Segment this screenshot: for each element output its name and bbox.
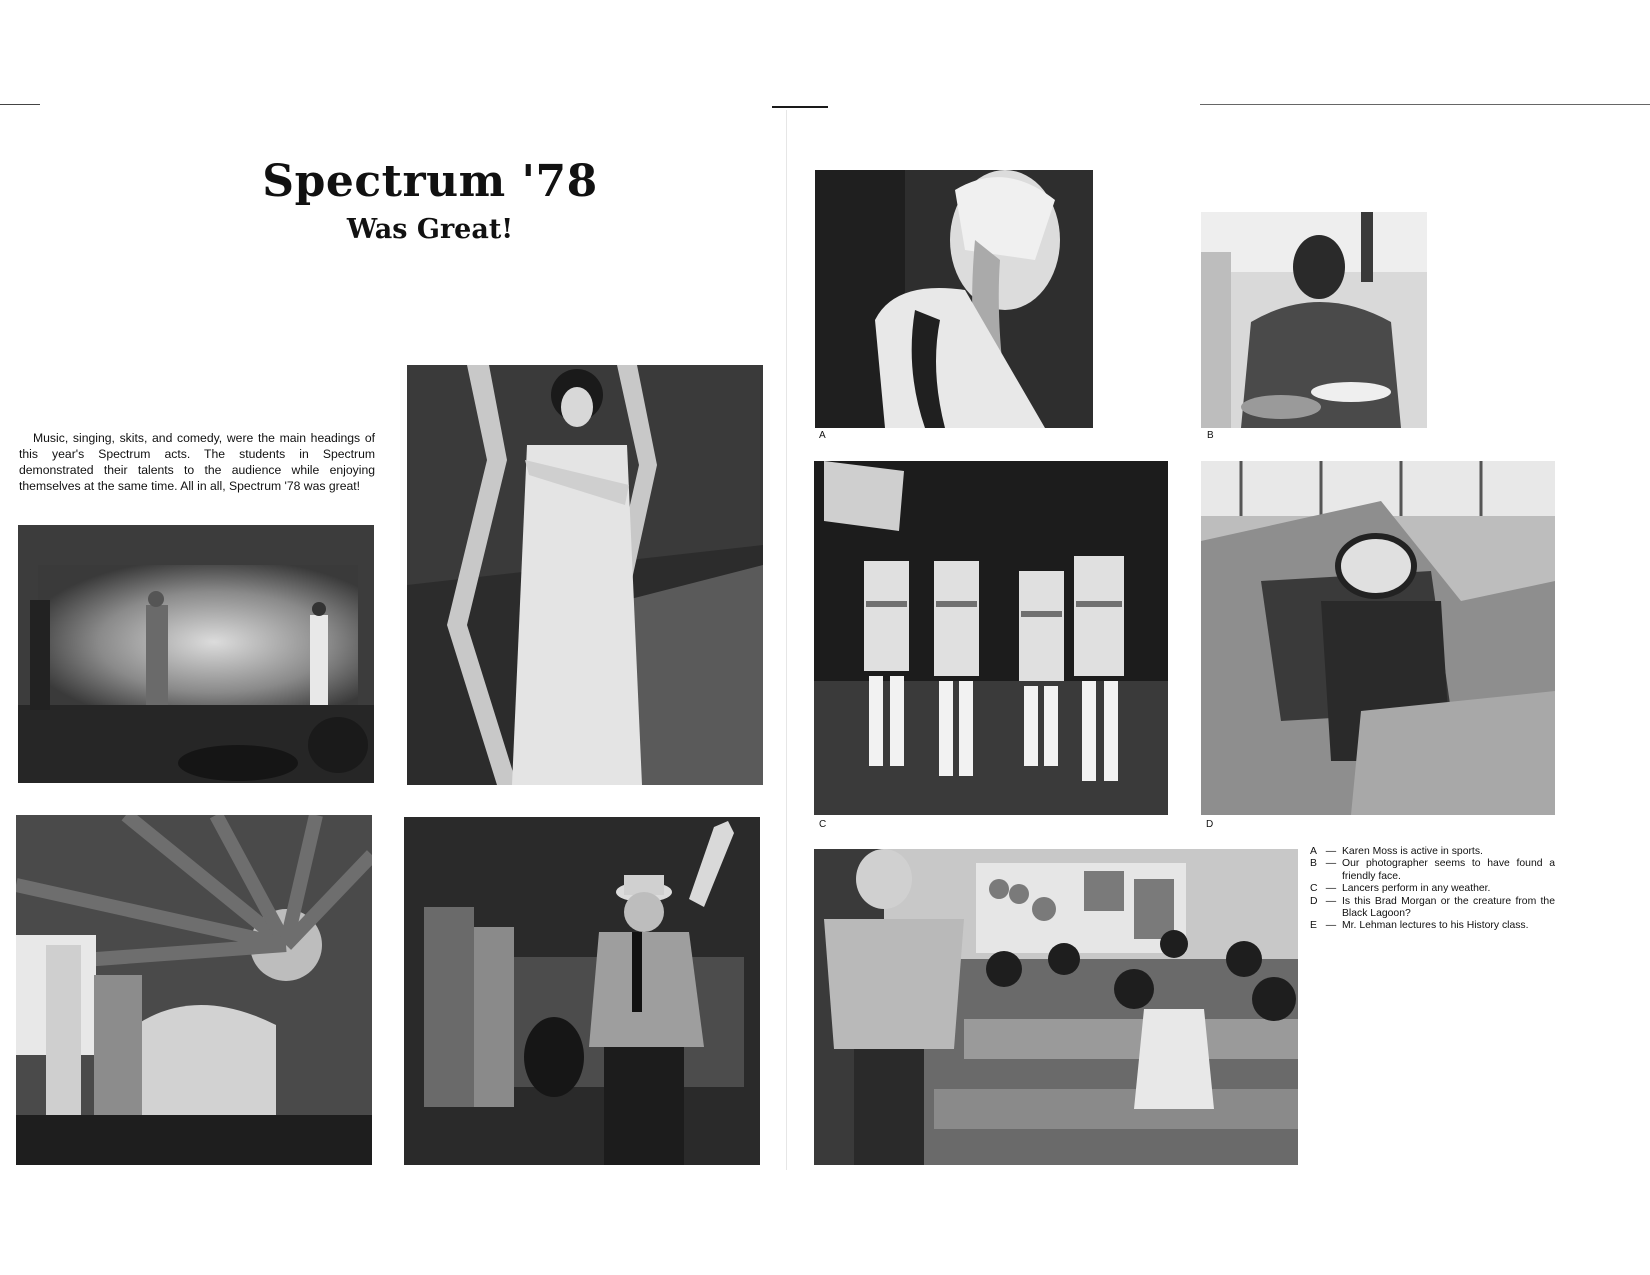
photo-girl-in-frame	[407, 365, 763, 785]
photo-singer-hat	[404, 817, 760, 1165]
caption-c: C — Lancers perform in any weather.	[1310, 883, 1491, 895]
photo-a-karen-moss	[815, 170, 1093, 428]
intro-paragraph: Music, singing, skits, and comedy, were the main headings of this year's Spectrum acts. The students in Spectrum demonstrated their talents to the audience while enjoying themselves at the same time. All in all, Spectrum '78 was great!	[19, 431, 375, 493]
photo-sunburst-stage	[16, 815, 372, 1165]
photo-label-b: B	[1207, 430, 1214, 441]
scan-edge-right	[1200, 104, 1650, 105]
scan-edge-left	[0, 104, 40, 105]
photo-captions	[1310, 846, 1555, 933]
caption-e: E — Mr. Lehman lectures to his History class.	[1310, 920, 1529, 932]
caption-a: A — Karen Moss is active in sports.	[1310, 846, 1483, 857]
photo-label-d: D	[1206, 819, 1214, 830]
caption-d: D — Is this Brad Morgan or the creature from the Black Lagoon?	[1310, 895, 1555, 920]
photo-e-history-class	[814, 849, 1298, 1165]
page-fold	[786, 110, 787, 1170]
scan-edge-center	[772, 106, 828, 108]
photo-label-a: A	[819, 430, 826, 441]
page-subtitle: Was Great!	[346, 214, 514, 245]
photo-label-c: C	[819, 819, 827, 830]
photo-stage-dancers	[18, 525, 374, 783]
photo-b-friendly-face	[1201, 212, 1427, 428]
page-title: Spectrum '78	[262, 156, 598, 207]
caption-b: B — Our photographer seems to have found a friendly face.	[1310, 858, 1555, 882]
photo-c-lancers	[814, 461, 1168, 815]
photo-d-creature-car	[1201, 461, 1555, 815]
